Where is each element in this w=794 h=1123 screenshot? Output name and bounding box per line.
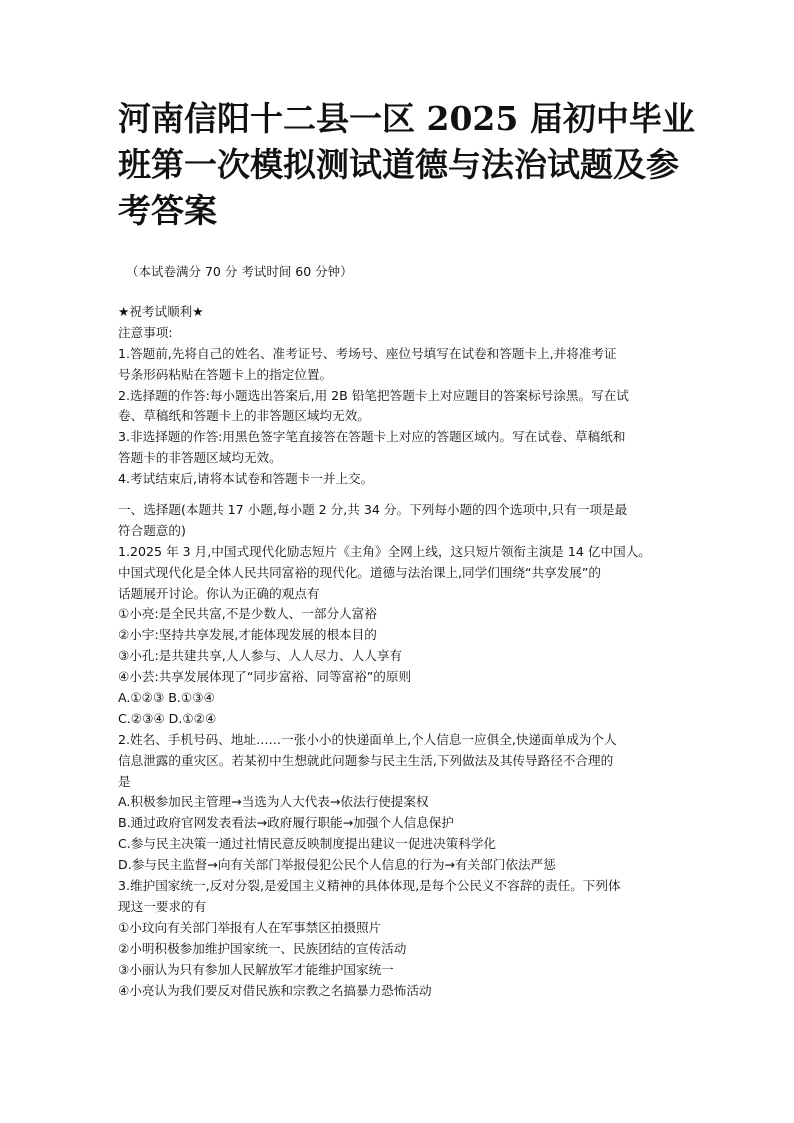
note-line: 答题卡的非答题区域均无效。 xyxy=(118,450,282,466)
question-line: 3.维护国家统一,反对分裂,是爱国主义精神的具体体现,是每个公民义不容辞的责任。下列体 xyxy=(118,878,621,894)
title-line: 班第一次模拟测试道德与法治试题及参 xyxy=(118,145,679,184)
spacer xyxy=(118,490,688,500)
option-line: ①小亮:是全民共富,不是少数人、一部分人富裕 xyxy=(118,606,377,622)
title-line: 河南信阳十二县一区 2025 届初中毕业 xyxy=(118,99,695,138)
section-heading xyxy=(118,500,688,542)
notes-heading: 注意事项: xyxy=(118,324,173,340)
note-line: 2.选择题的作答:每小题选出答案后,用 2B 铅笔把答题卡上对应题目的答案标号涂黑。写在试 xyxy=(118,387,629,403)
notes-block xyxy=(118,344,688,490)
answer-choice: B.通过政府官网发表看法→政府履行职能→加强个人信息保护 xyxy=(118,815,454,831)
option-line: ④小亮认为我们要反对借民族和宗教之名搞暴力恐怖活动 xyxy=(118,982,432,998)
answer-choices: A.①②③ B.①③④ xyxy=(118,690,215,706)
title-line: 考答案 xyxy=(118,191,217,230)
option-line: ③小丽认为只有参加人民解放军才能维护国家统一 xyxy=(118,961,394,977)
question-line: 2.姓名、手机号码、地址……一张小小的快递面单上,个人信息一应俱全,快递面单成为个人 xyxy=(118,731,617,747)
answer-choice: C.参与民主决策一通过社情民意反映制度提出建议一促进决策科学化 xyxy=(118,836,497,852)
blessing-line: ★祝考试顺利★ xyxy=(118,304,204,319)
answer-choice: A.积极参加民主管理→当选为人大代表→依法行使提案权 xyxy=(118,794,429,810)
note-line: 号条形码粘贴在答题卡上的指定位置。 xyxy=(118,366,333,382)
question-line: 是 xyxy=(118,773,131,789)
question-line: 1.2025 年 3 月,中国式现代化励志短片《主角》全网上线，这只短片领衔主演是 14 亿中国人。 xyxy=(118,543,651,559)
note-line: 1.答题前,先将自己的姓名、准考证号、考场号、座位号填写在试卷和答题卡上,并将准考证 xyxy=(118,345,617,361)
question-line: 中国式现代化是全体人民共同富裕的现代化。道德与法治课上,同学们围绕“共享发展”的 xyxy=(118,564,602,580)
option-line: ③小孔:是共建共享,人人参与、人人尽力、人人享有 xyxy=(118,648,403,664)
question-1 xyxy=(118,542,688,730)
document-body xyxy=(118,302,688,1001)
section-line: 一、选择题(本题共 17 小题,每小题 2 分,共 34 分。下列每小题的四个选项中,只有一项是最 xyxy=(118,502,628,518)
question-3 xyxy=(118,876,688,1001)
exam-meta: （本试卷满分 70 分 考试时间 60 分钟） xyxy=(126,264,353,279)
option-line: ②小明积极参加维护国家统一、民族团结的宣传活动 xyxy=(118,940,407,956)
option-line: ④小芸:共享发展体现了“同步富裕、同等富裕”的原则 xyxy=(118,669,412,685)
section-line: 符合题意的) xyxy=(118,522,186,538)
note-line: 3.非选择题的作答:用黑色签字笔直接答在答题卡上对应的答题区域内。写在试卷、草稿纸和 xyxy=(118,429,626,445)
option-line: ①小玟向有关部门举报有人在军事禁区拍摄照片 xyxy=(118,919,382,935)
answer-choices: C.②③④ D.①②④ xyxy=(118,710,217,726)
option-line: ②小宇:坚持共享发展,才能体现发展的根本目的 xyxy=(118,627,377,643)
question-2 xyxy=(118,730,688,876)
answer-choice: D.参与民主监督→向有关部门举报侵犯公民个人信息的行为→有关部门依法严惩 xyxy=(118,857,556,873)
note-line: 卷、草稿纸和答题卡上的非答题区域均无效。 xyxy=(118,408,370,424)
question-line: 信息泄露的重灾区。若某初中生想就此问题参与民主生活,下列做法及其传导路径不合理的 xyxy=(118,752,614,768)
question-line: 话题展开讨论。你认为正确的观点有 xyxy=(118,585,320,601)
note-line: 4.考试结束后,请将本试卷和答题卡一并上交。 xyxy=(118,471,374,487)
document-title xyxy=(118,96,698,234)
question-line: 现这一要求的有 xyxy=(118,898,207,914)
